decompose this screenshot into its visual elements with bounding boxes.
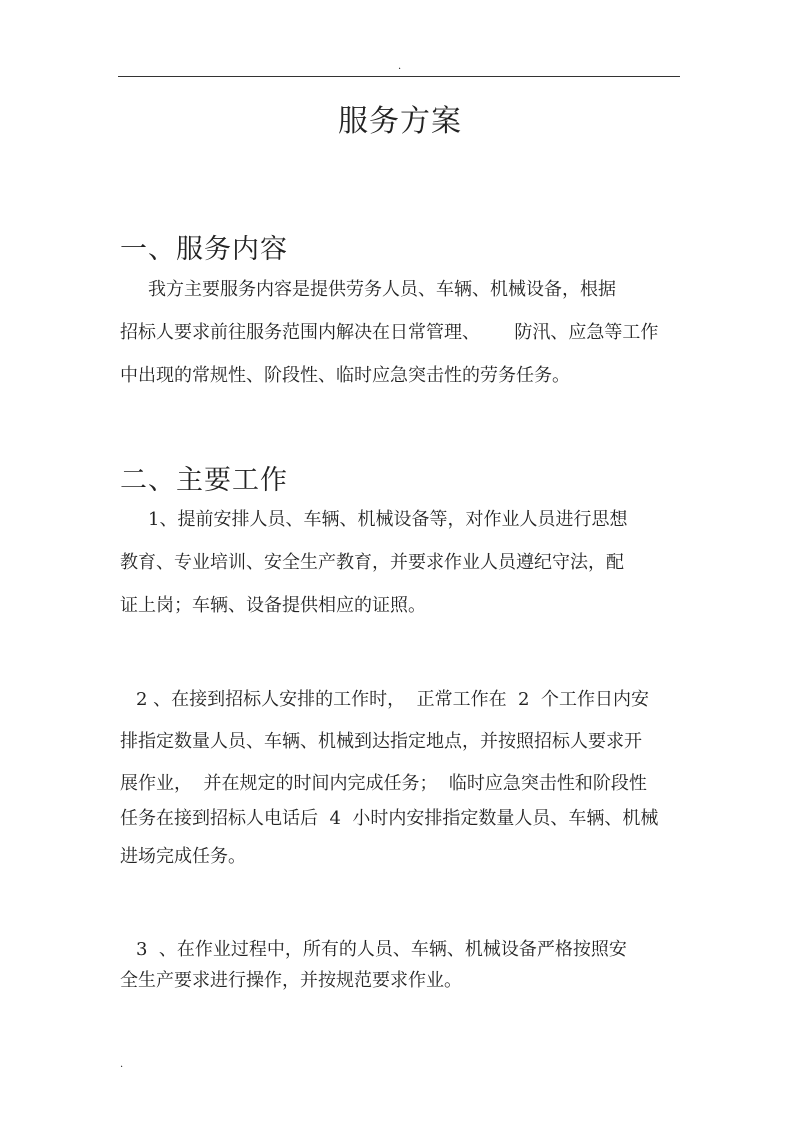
header-dot: . (398, 61, 402, 72)
paragraph-line: 1、提前安排人员、车辆、机械设备等，对作业人员进行思想 (148, 509, 628, 530)
paragraph-line: 2 、在接到招标人安排的工作时， 正常工作在 2 个工作日内安 (136, 689, 649, 710)
paragraph-line: 3 、在作业过程中，所有的人员、车辆、机械设备严格按照安 (136, 939, 627, 960)
page-title: 服务方案 (338, 104, 462, 139)
paragraph-line: 全生产要求进行操作，并按规范要求作业。 (120, 970, 462, 991)
paragraph-line: 进场完成任务。 (120, 846, 246, 867)
paragraph-line: 任务在接到招标人电话后 4 小时内安排指定数量人员、车辆、机械 (120, 808, 659, 829)
header-rule (118, 76, 680, 77)
paragraph-line: 证上岗；车辆、设备提供相应的证照。 (120, 595, 426, 616)
section-heading-main-work: 二、主要工作 (120, 465, 288, 496)
paragraph-line: 排指定数量人员、车辆、机械到达指定地点，并按照招标人要求开 (120, 731, 642, 752)
section-heading-service-content: 一、服务内容 (120, 234, 288, 265)
paragraph-line: 展作业， 并在规定的时间内完成任务； 临时应急突击性和阶段性 (120, 773, 647, 794)
paragraph-line: 中出现的常规性、阶段性、临时应急突击性的劳务任务。 (120, 365, 570, 386)
paragraph-line: 招标人要求前往服务范围内解决在日常管理、 防汛、应急等工作 (120, 322, 659, 343)
footer-dot: . (120, 1059, 124, 1070)
paragraph-line: 教育、专业培训、安全生产教育，并要求作业人员遵纪守法，配 (120, 552, 624, 573)
paragraph-line: 我方主要服务内容是提供劳务人员、车辆、机械设备，根据 (148, 279, 616, 300)
